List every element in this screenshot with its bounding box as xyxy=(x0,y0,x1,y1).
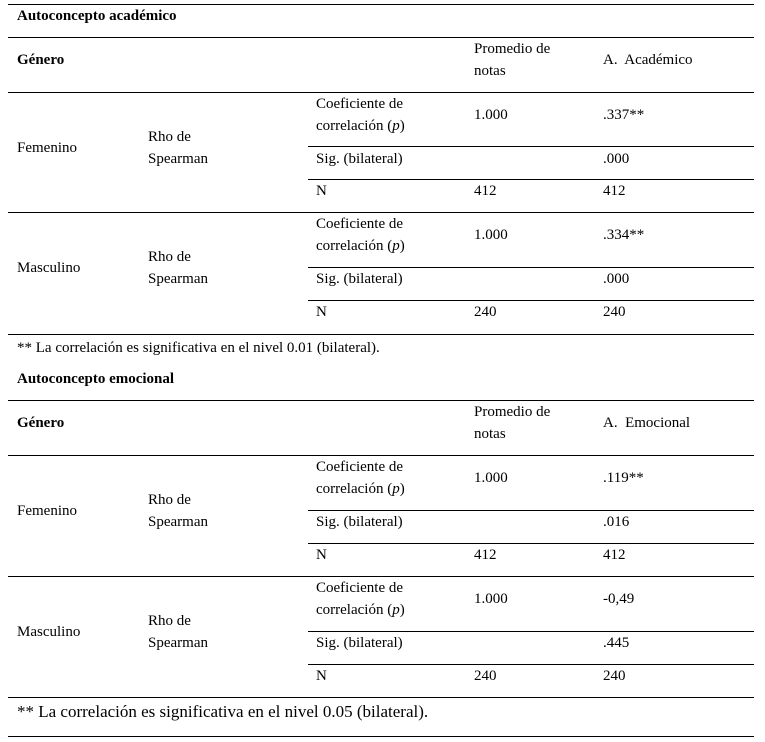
coef-label-line1: Coeficiente de xyxy=(316,216,404,232)
rule xyxy=(308,146,754,147)
coef-label-line2: correlación (p) xyxy=(316,238,405,254)
n-value: 240 xyxy=(474,304,497,320)
rule xyxy=(308,300,754,301)
coef-value: 1.000 xyxy=(474,591,508,607)
coef-label-line1: Coeficiente de xyxy=(316,459,404,475)
coef-value: 1.000 xyxy=(474,470,508,486)
header-promedio-line1: Promedio de xyxy=(474,404,551,420)
n-value: 412 xyxy=(603,547,626,563)
header-promedio-line2: notas xyxy=(474,426,506,442)
sig-value: .445 xyxy=(603,635,630,651)
header-genero: Género xyxy=(17,52,65,68)
n-label: N xyxy=(316,547,327,563)
coef-value: 1.000 xyxy=(474,227,508,243)
n-value: 412 xyxy=(474,183,497,199)
rule xyxy=(8,37,754,38)
coef-value: .337** xyxy=(603,107,645,123)
n-label: N xyxy=(316,183,327,199)
sig-label: Sig. (bilateral) xyxy=(316,151,403,167)
footnote: ** La correlación es significativa en el nivel 0.05 (bilateral). xyxy=(17,702,429,721)
header-promedio-line1: Promedio de xyxy=(474,41,551,57)
sig-label: Sig. (bilateral) xyxy=(316,635,403,651)
n-value: 412 xyxy=(603,183,626,199)
header-promedio-line2: notas xyxy=(474,63,506,79)
coef-label-line1: Coeficiente de xyxy=(316,580,404,596)
n-value: 240 xyxy=(603,668,626,684)
test-line2: Spearman xyxy=(148,271,208,287)
footnote: ** La correlación es significativa en el nivel 0.01 (bilateral). xyxy=(17,340,380,356)
sig-value: .000 xyxy=(603,271,630,287)
test-line2: Spearman xyxy=(148,635,208,651)
table-title: Autoconcepto académico xyxy=(17,8,177,24)
n-value: 412 xyxy=(474,547,497,563)
n-label: N xyxy=(316,304,327,320)
n-value: 240 xyxy=(474,668,497,684)
coef-value: .119** xyxy=(603,470,644,486)
test-line1: Rho de xyxy=(148,492,191,508)
rule xyxy=(8,400,754,401)
table-title: Autoconcepto emocional xyxy=(17,371,175,387)
test-line1: Rho de xyxy=(148,613,191,629)
coef-label-line1: Coeficiente de xyxy=(316,96,404,112)
genero-label: Masculino xyxy=(17,260,81,276)
genero-label: Femenino xyxy=(17,140,77,156)
n-value: 240 xyxy=(603,304,626,320)
rule xyxy=(308,179,754,180)
rule xyxy=(308,543,754,544)
header-autoconcepto: A. Académico xyxy=(603,52,693,68)
test-line1: Rho de xyxy=(148,249,191,265)
genero-label: Femenino xyxy=(17,503,77,519)
coef-label-line2: correlación (p) xyxy=(316,118,405,134)
header-autoconcepto: A. Emocional xyxy=(603,415,691,431)
sig-label: Sig. (bilateral) xyxy=(316,271,403,287)
sig-value: .000 xyxy=(603,151,630,167)
sig-value: .016 xyxy=(603,514,630,530)
test-line2: Spearman xyxy=(148,151,208,167)
test-line1: Rho de xyxy=(148,129,191,145)
coef-label-line2: correlación (p) xyxy=(316,481,405,497)
header-genero: Género xyxy=(17,415,65,431)
sig-label: Sig. (bilateral) xyxy=(316,514,403,530)
rule xyxy=(308,664,754,665)
test-line2: Spearman xyxy=(148,514,208,530)
rule xyxy=(8,736,754,737)
coef-value: 1.000 xyxy=(474,107,508,123)
coef-value: .334** xyxy=(603,227,645,243)
rule xyxy=(8,697,754,698)
n-label: N xyxy=(316,668,327,684)
genero-label: Masculino xyxy=(17,624,81,640)
rule xyxy=(8,334,754,335)
coef-value: -0,49 xyxy=(603,591,635,607)
coef-label-line2: correlación (p) xyxy=(316,602,405,618)
